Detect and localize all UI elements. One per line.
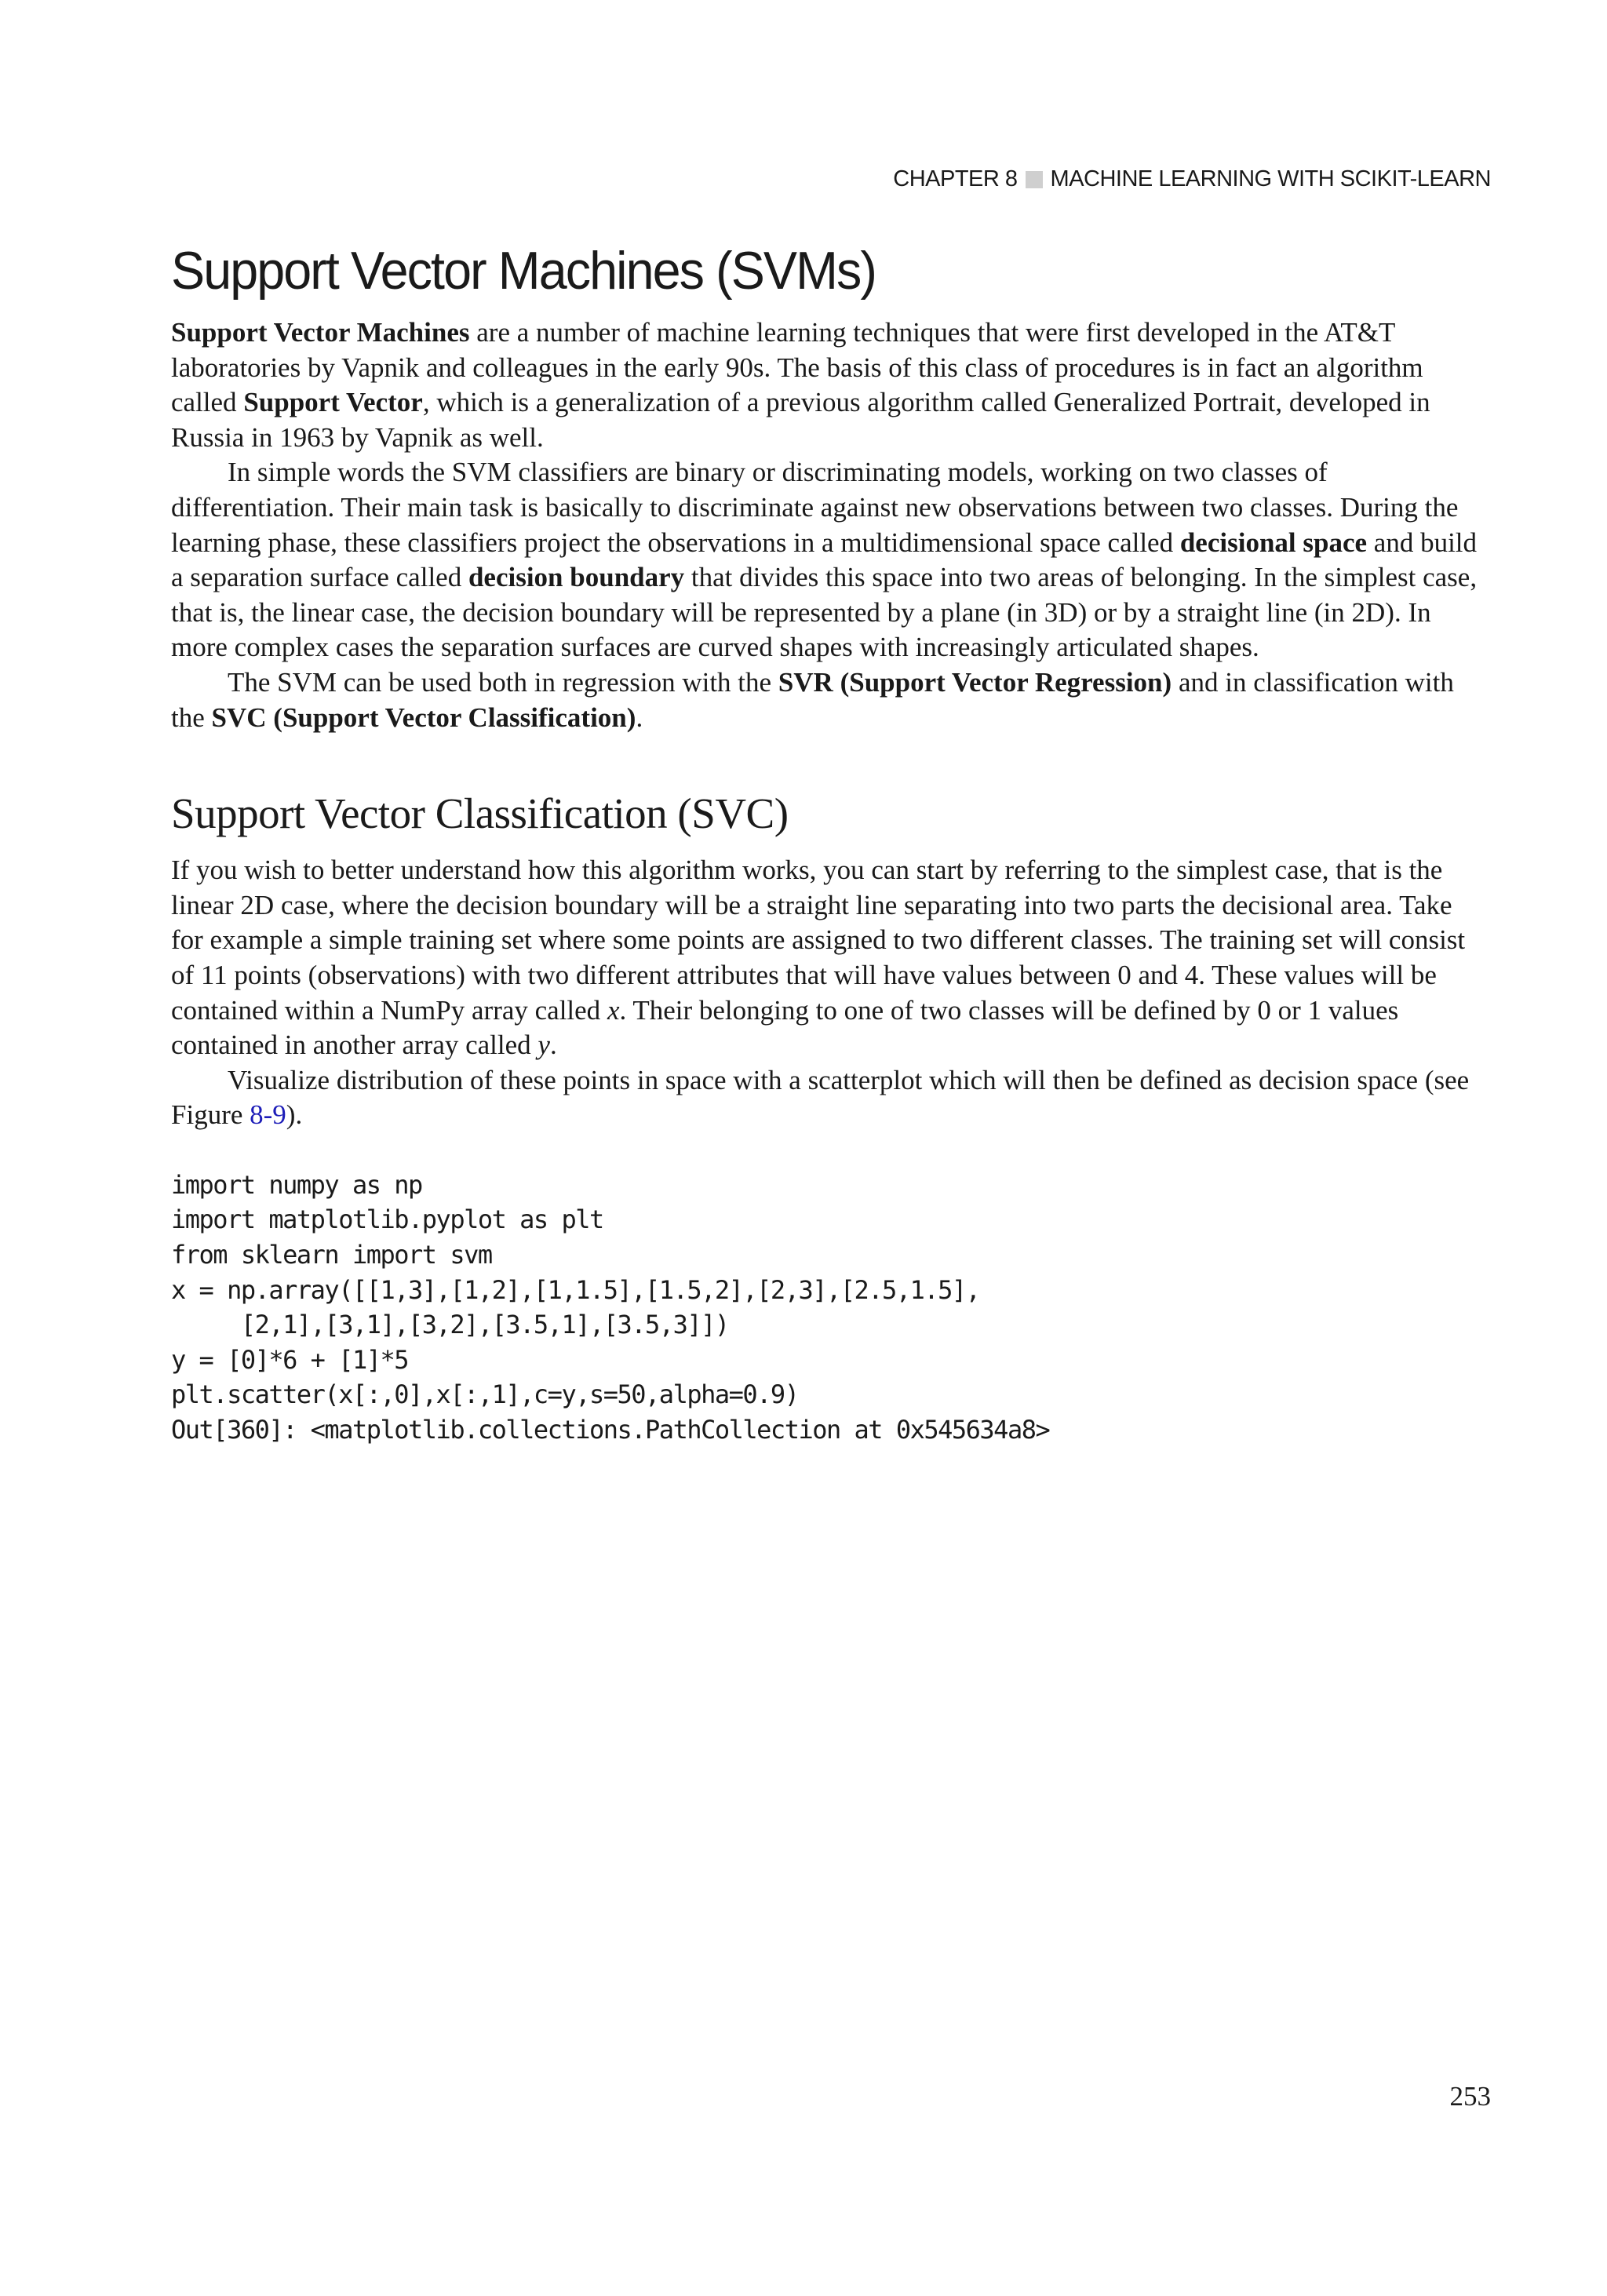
page-body xyxy=(171,235,1491,1448)
paragraph-visualize: Visualize distribution of these points in space with a scatterplot which will then be defined as decision space (see Figure 8-9). xyxy=(171,1064,1470,1131)
paragraph-svr-svc: The SVM can be used both in regression with the SVR (Support Vector Regression) and in classification with the SVC (Support Vector Classification). xyxy=(171,666,1454,733)
chapter-label: CHAPTER 8 xyxy=(893,166,1018,191)
bold-term: SVR (Support Vector Regression) xyxy=(778,666,1172,698)
bold-term: Support Vector xyxy=(243,387,423,418)
bold-term: Support Vector Machines xyxy=(171,317,470,348)
bold-term: decision boundary xyxy=(468,562,685,593)
bold-term: SVC (Support Vector Classification) xyxy=(211,702,636,733)
code-block: import numpy as np import matplotlib.pyplot as plt from sklearn import svm x = np.array([[1,3],[1,2],[1,1.5],[1.5,2],[2,3],[2.5,1.5], [2,1],[3,1],[3,2],[3.5,1],[3.5,3]]) y = [0]*6 + [1]*5 plt.scatter(x[:,0],x[:,1],c=y,s=50,alpha=0.9) Out[360]: <matplotlib.collections.PathCollection at 0x545634a8> xyxy=(171,1169,1050,1445)
subsection-heading: Support Vector Classification (SVC) xyxy=(171,789,789,838)
paragraph-svm-classifiers: In simple words the SVM classifiers are binary or discriminating models, working on two classes of differentiation. Their main task is basically to discriminate against new observations between two classes. During the learning phase, these classifiers project the observations in a multidimensional space called decisional space and build a separation surface called decision boundary that divides this space into two areas of belonging. In the simplest case, that is, the linear case, the decision boundary will be represented by a plane (in 3D) or by a straight line (in 2D). In more complex cases the separation surfaces are curved shapes with increasingly articulated shapes. xyxy=(171,457,1478,663)
italic-variable: x xyxy=(607,994,620,1026)
bold-term: decisional space xyxy=(1179,527,1368,558)
page-number: 253 xyxy=(1449,2081,1491,2112)
italic-variable: y xyxy=(537,1030,550,1061)
separator-square-icon xyxy=(1026,171,1043,188)
section-heading: Support Vector Machines (SVMs) xyxy=(171,241,876,301)
paragraph-linear-case: If you wish to better understand how this algorithm works, you can start by referring to the simplest case, that is the linear 2D case, where the decision boundary will be a straight line separating into two parts the decisional area. Take for example a simple training set where some points are assigned to two different classes. The training set will consist of 11 points (observations) with two different attributes that will have values between 0 and 4. These values will be contained within a NumPy array called x. Their belonging to one of two classes will be defined by 0 or 1 values contained in another array called y. xyxy=(171,855,1466,1061)
chapter-title: MACHINE LEARNING WITH SCIKIT-LEARN xyxy=(1050,166,1491,191)
running-head xyxy=(893,166,1491,192)
paragraph-svm-intro: Support Vector Machines are a number of machine learning techniques that were first developed in the AT&T laboratories by Vapnik and colleagues in the early 90s. The basis of this class of procedures is in fact an algorithm called Support Vector, which is a generalization of a previous algorithm called Generalized Portrait, developed in Russia in 1963 by Vapnik as well. xyxy=(171,317,1430,453)
figure-reference-link[interactable]: 8-9 xyxy=(250,1099,286,1131)
